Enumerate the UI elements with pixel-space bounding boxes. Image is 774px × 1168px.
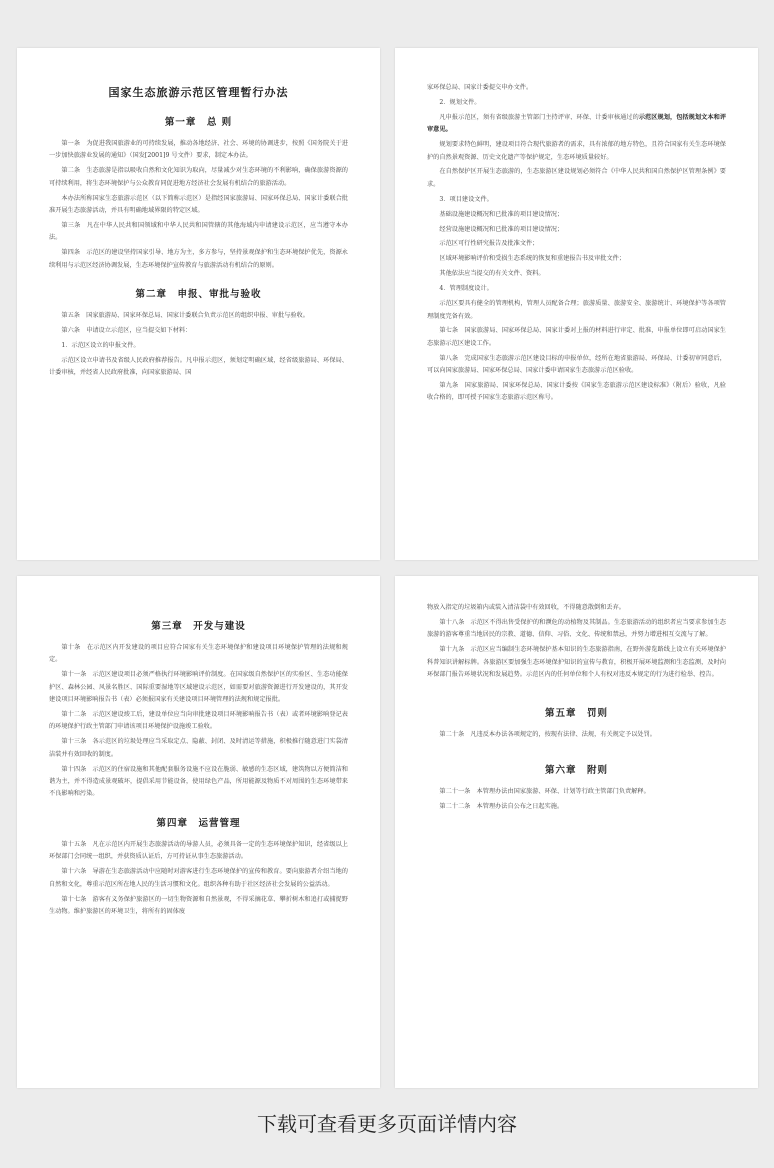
article-21: 第二十一条 本管理办法由国家旅游、环保、计划等行政主管部门负责解释。 [439,787,650,795]
document-page-1 [17,48,380,560]
article-10: 第十条 在示范区内开发建设的项目应符合国家有关生态环境保护和建设项目环境保护管理的法规和规定。 [49,644,348,664]
chapter-heading-6: 第六章 附则 [544,764,608,776]
item-2-nature-reserve: 在自然保护区开展生态旅游的，生态旅游区建设规划必须符合《中华人民共和国自然保护区管理条例》要求。 [427,168,726,188]
document-title: 国家生态旅游示范区管理暂行办法 [108,86,289,99]
continued-text: 物放入指定的垃圾箱内或装入清洁袋中有效回收，不得随意散倒和丢弃。 [427,604,625,611]
document-page-2 [395,48,758,560]
article-3: 第三条 凡在中华人民共和国领域和中华人民共和国管辖的其他海域内申请建设示范区，应当遵守本办法。 [49,221,348,242]
article-22: 第二十二条 本管理办法自公布之日起实施。 [439,802,564,810]
chapter-heading-3: 第三章 开发与建设 [151,621,246,632]
chapter-heading-4: 第四章 运营管理 [156,817,241,829]
article-2-definition: 本办法所称国家生态旅游示范区（以下简称示范区）是指经国家旅游局、国家环保总局、国家计委联合批准开展生态旅游活动，并具有明确地域界限的特定区域。 [49,194,348,215]
item-2-text-bold: 示范区规划，包括规划文本和评审意见。 [427,113,727,134]
article-11: 第十一条 示范区建设项目必须严格执行环境影响评价制度。在国家级自然保护区的实验区、生态功能保护区、森林公园、风景名胜区、国际重要湿地等区域建设示范区，如需要对旅游资源进行开发建设的，其开发建设项目环境影响报告书（表）必须报国家有关建设项目环境管理的法规和规定报批。 [49,671,348,704]
article-8: 第八条 完成国家生态旅游示范区建设目标的申报单位，经所在地省旅游局、环保局、计委初审同意后，可以向国家旅游局、国家环保总局、国家计委申请国家生态旅游示范区验收。 [427,354,726,375]
item-3-line-d: 区域环境影响评价和受损生态系统的恢复和重建报告书及审批文件； [439,255,626,263]
article-7: 第七条 国家旅游局、国家环保总局、国家计委对上报的材料进行审定、批准，申报单位即可启动国家生态旅游示范区建设工作。 [427,327,726,347]
item-2-heading: 2．规划文件。 [439,98,481,106]
article-4: 第四条 示范区的建设坚持国家引导、地方为主，多方参与，坚持景观保护和生态环境保护优先，资源永续利用与示范区经济协调发展，生态环境保护宣传教育与旅游活动有机结合的原则。 [49,249,348,269]
article-12: 第十二条 示范区建设竣工后，建设单位应当向审批建设项目环境影响报告书（表）或者环境影响登记表的环境保护行政主管部门申请该项目环境保护设施竣工验收。 [49,711,348,731]
item-2-text-plain: 凡申报示范区，须有省级旅游主管部门主持评审、环保、计委审核通过的 [439,113,639,121]
chapter-heading-1: 第一章 总 则 [164,117,233,128]
article-9: 第九条 国家旅游局、国家环保总局、国家计委按《国家生态旅游示范区建设标准》（附后）验收，凡验收合格的，即可授予国家生态旅游示范区称号。 [427,382,726,402]
item-2-requirements: 规划要求特色鲜明，建设项目符合现代旅游者的需求，具有浓郁的地方特色，且符合国家有关生态环境保护的自然景观资源、历史文化遗产等保护规定，生态环境质量较好。 [427,141,726,161]
item-3-line-b: 经营设施建设概况和已批准的项目建设情况； [439,225,564,233]
item-3-line-a: 基础设施建设概况和已批准的项目建设情况； [439,210,564,218]
article-16: 第十六条 导游在生态旅游活动中应随时对游客进行生态环境保护的宣传和教育。要向旅游者介绍当地的自然和文化，尊重示范区所在地人民的生活习惯和文化。组织各种有助于社区经济社会发展的公益活动。 [49,868,348,888]
item-4-text: 示范区要具有健全的管理机构，管理人员配备合理；旅游质量、旅游安全、旅游统计、环境保护等各项管理制度完备有效。 [427,300,726,320]
article-6-item-1: 1．示范区设立的申报文件。 [61,341,140,349]
document-page-4 [395,576,758,1088]
chapter-heading-2: 第二章 申报、审批与验收 [135,289,262,301]
article-1: 第一条 为促进我国旅游业的可持续发展，推动各地经济、社会、环境的协调进步，按照《国务院关于进一步加快旅游业发展的通知》（国发[2001]9 号文件）要求，制定本办法。 [49,140,348,160]
article-2: 第二条 生态旅游是指以吸收自然和文化知识为取向，尽量减少对生态环境的不利影响，确保旅游资源的可持续利用，将生态环境保护与公众教育同促进地方经济社会发展有机结合的旅游活动。 [49,167,348,187]
item-3-line-c: 示范区可行性研究报告及批准文件； [439,240,539,248]
item-2-text [427,112,726,137]
article-19: 第十九条 示范区应当编制生态环境保护基本知识的生态旅游指南，在野外游览路线上设立有关环境保护科普知识讲解标牌。各旅游区要加强生态环境保护知识的宣传与教育，积极开展环境监测和生态监测，及时向环保部门报告环境状况和发展趋势。示范区内的任何单位和个人有权对违反本规定的行为进行检举、控告。 [427,646,726,679]
article-15: 第十五条 凡在示范区内开展生态旅游活动的导游人员，必须具备一定的生态环境保护知识，经省级以上环保部门会同统一组织，并获资质认证后，方可持证从事生态旅游活动。 [49,840,348,861]
chapter-heading-5: 第五章 罚则 [544,708,608,720]
article-6: 第六条 申请设立示范区，应当提交如下材料： [61,326,192,334]
item-3-heading: 3．项目建设文件。 [439,195,493,203]
item-3-line-e: 其他依法应当提交的有关文件、资料。 [439,270,545,278]
article-6-item-1-detail: 示范区设立申请书及省级人民政府推荐报告。凡申报示范区，须划定明确区域，经省级旅游局、环保局、计委审核，并经省人民政府批准，向国家旅游局、国 [49,356,348,377]
article-5: 第五条 国家旅游局、国家环保总局、国家计委联合负责示范区的组织申报、审批与验收。 [61,312,309,320]
item-4-heading: 4．管理制度设计。 [439,285,493,293]
article-13: 第十三条 各示范区的垃圾处理应当采取定点、隐蔽、封闭、及时清运等措施，积极推行随意进门实袋清洁装并有效回收的制度。 [49,738,348,758]
document-page-3 [17,576,380,1088]
article-18: 第十八条 示范区不得出售受保护的和濒危的动植物及其制品。生态旅游活动的组织者应当要求参加生态旅游的游客尊重当地居民的宗教、道德、信仰、习俗、文化、传统和禁忌，并努力增进相互交流与了解。 [427,618,726,639]
continued-text: 家环保总局、国家计委提交申办文件。 [427,84,533,91]
article-14: 第十四条 示范区的住宿设施和其他配套服务设施不应设在脆弱、敏感的生态区域，建筑物以方便简洁和谐为主，并不得造成景观破坏，提倡采用节能设备，使用绿色产品，所用能源及物质不对周围的生态环境带来不良影响和污染。 [49,765,348,798]
article-20: 第二十条 凡违反本办法各项规定的，按现有法律、法规，有关规定予以处罚。 [439,731,656,739]
download-prompt-text: 下载可查看更多页面详情内容 [257,1112,517,1136]
article-17: 第十七条 游客有义务保护旅游区的一切生物资源和自然景观，不得采摘花草、攀折树木和追打或捕捉野生动物。维护旅游区的环境卫生，将所有的固体废 [49,895,348,915]
